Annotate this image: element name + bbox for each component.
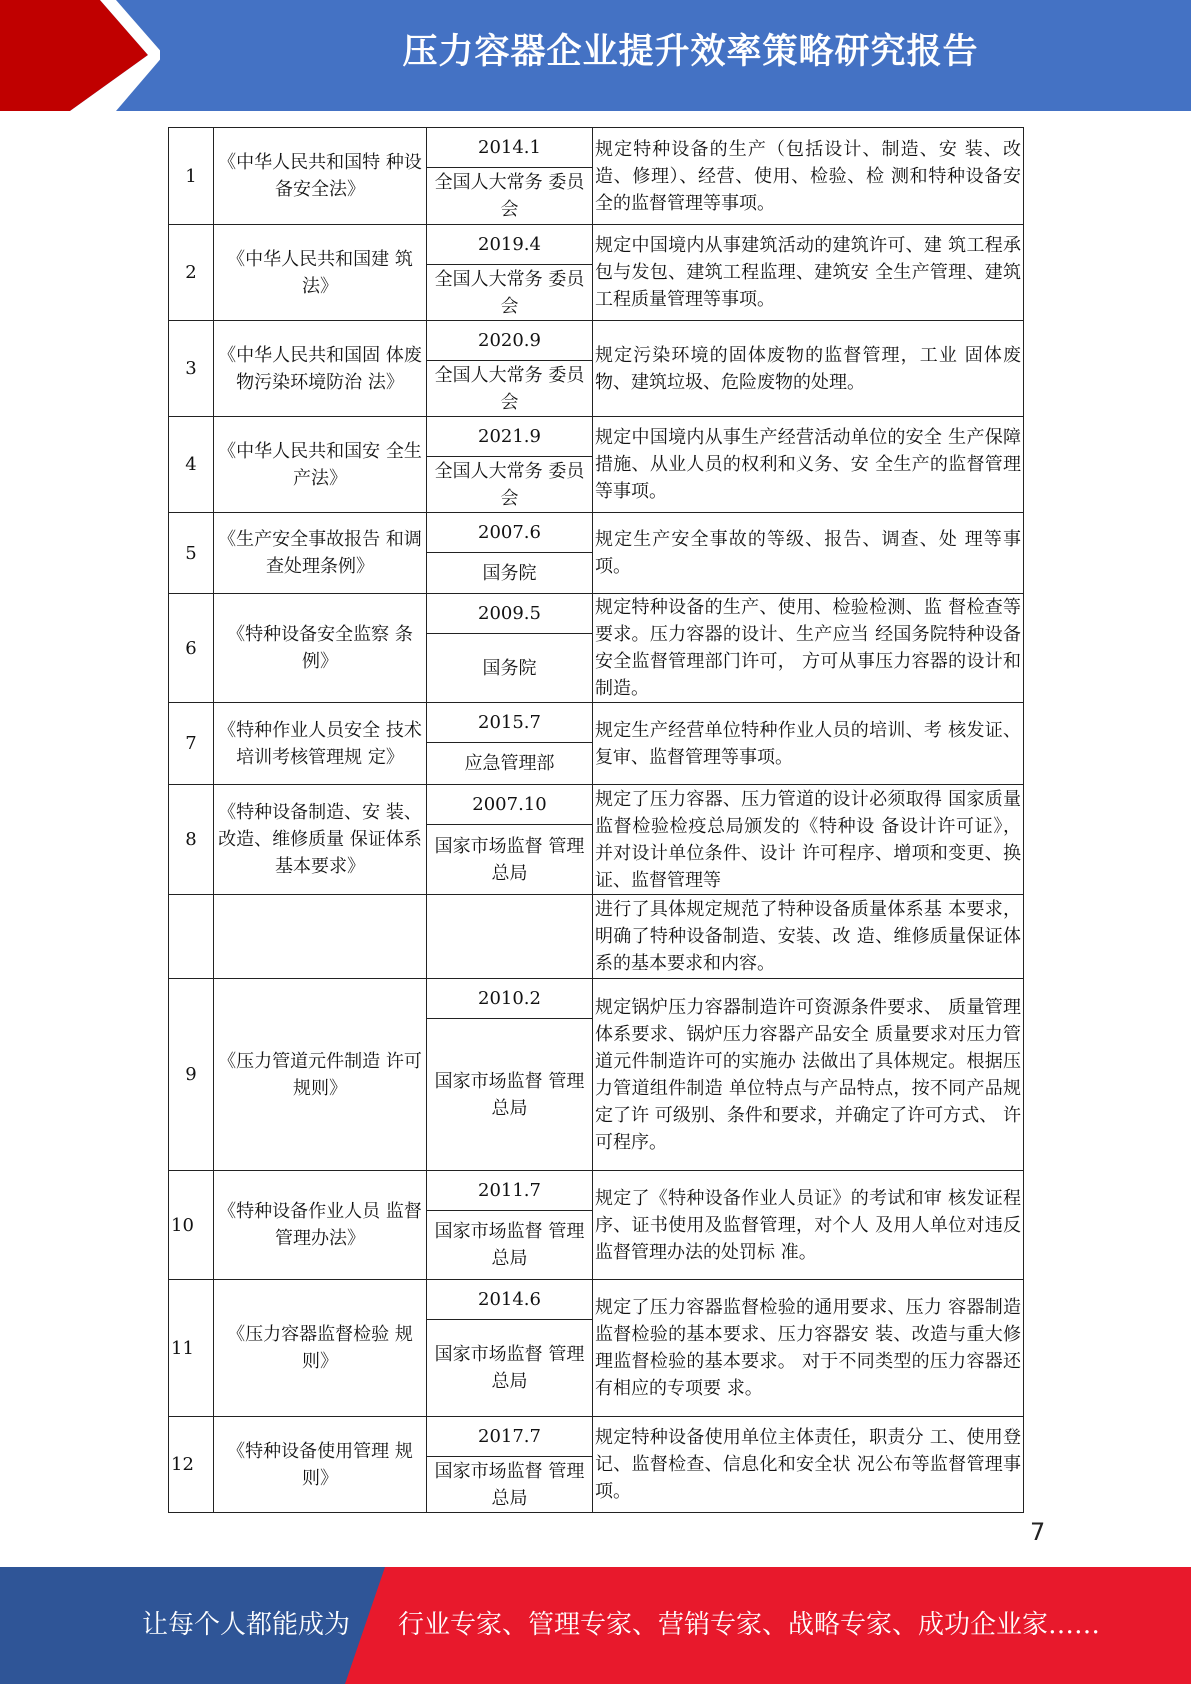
regulation-name xyxy=(214,895,427,979)
row-number: 5 xyxy=(169,513,214,594)
regulation-name: 《生产安全事故报告 和调查处理条例》 xyxy=(214,513,427,594)
table-row xyxy=(169,785,1024,825)
regulation-name: 《中华人民共和国固 体废物污染环境防治 法》 xyxy=(214,321,427,417)
table-row xyxy=(169,1171,1024,1211)
issuing-authority: 全国人大常务 委员会 xyxy=(427,265,593,321)
issuing-authority: 国务院 xyxy=(427,553,593,594)
row-number: 1 xyxy=(169,128,214,225)
table-row xyxy=(169,225,1024,265)
table-row xyxy=(169,417,1024,457)
footer-slogan-right: 行业专家、管理专家、营销专家、战略专家、成功企业家…… xyxy=(398,1610,1101,1640)
regulation-name: 《特种作业人员安全 技术培训考核管理规 定》 xyxy=(214,703,427,785)
issuing-authority: 国家市场监督 管理总局 xyxy=(427,1211,593,1280)
issuing-authority: 国家市场监督 管理总局 xyxy=(427,825,593,895)
table-row xyxy=(169,895,1024,979)
issue-date: 2014.6 xyxy=(427,1280,593,1320)
issuing-authority: 国家市场监督 管理总局 xyxy=(427,1320,593,1417)
footer-banner xyxy=(0,1567,1191,1684)
table-row xyxy=(169,703,1024,743)
regulation-description: 规定生产经营单位特种作业人员的培训、考 核发证、复审、监督管理等事项。 xyxy=(593,703,1024,785)
table-row xyxy=(169,1280,1024,1320)
issuing-authority: 国家市场监督 管理总局 xyxy=(427,1019,593,1171)
row-number: 2 xyxy=(169,225,214,321)
regulation-name: 《中华人民共和国特 种设备安全法》 xyxy=(214,128,427,225)
issue-date xyxy=(427,895,593,979)
issue-date: 2010.2 xyxy=(427,979,593,1019)
table-row xyxy=(169,594,1024,634)
table-row xyxy=(169,513,1024,553)
issue-date: 2009.5 xyxy=(427,594,593,634)
row-number: 10 xyxy=(169,1171,214,1280)
table-row xyxy=(169,979,1024,1019)
row-number: 6 xyxy=(169,594,214,703)
issue-date: 2021.9 xyxy=(427,417,593,457)
regulation-name: 《特种设备安全监察 条例》 xyxy=(214,594,427,703)
regulation-name: 《特种设备作业人员 监督管理办法》 xyxy=(214,1171,427,1280)
row-number: 11 xyxy=(169,1280,214,1417)
regulation-name: 《特种设备使用管理 规则》 xyxy=(214,1417,427,1513)
regulation-name: 《特种设备制造、安 装、改造、维修质量 保证体系基本要求》 xyxy=(214,785,427,895)
regulation-description: 规定特种设备的生产（包括设计、制造、安 装、改造、修理）、经营、使用、检验、检 测和特种设备安全的监督管理等事项。 xyxy=(593,128,1024,225)
issuing-authority: 应急管理部 xyxy=(427,743,593,785)
issuing-authority: 全国人大常务 委员会 xyxy=(427,361,593,417)
issue-date: 2019.4 xyxy=(427,225,593,265)
regulation-name: 《中华人民共和国安 全生产法》 xyxy=(214,417,427,513)
issuing-authority: 国家市场监督 管理总局 xyxy=(427,1457,593,1513)
regulation-name: 《中华人民共和国建 筑法》 xyxy=(214,225,427,321)
regulation-name: 《压力容器监督检验 规则》 xyxy=(214,1280,427,1417)
issue-date: 2011.7 xyxy=(427,1171,593,1211)
header-banner xyxy=(0,0,1191,111)
row-number: 4 xyxy=(169,417,214,513)
issue-date: 2014.1 xyxy=(427,128,593,168)
report-title: 压力容器企业提升效率策略研究报告 xyxy=(402,32,979,72)
row-number: 9 xyxy=(169,979,214,1171)
regulation-description: 规定生产安全事故的等级、报告、调查、处 理等事项。 xyxy=(593,513,1024,594)
issue-date: 2007.6 xyxy=(427,513,593,553)
regulation-description: 进行了具体规定规范了特种设备质量体系基 本要求，明确了特种设备制造、安装、改 造、维修质量保证体系的基本要求和内容。 xyxy=(593,895,1024,979)
regulation-description: 规定中国境内从事生产经营活动单位的安全 生产保障措施、从业人员的权利和义务、安 全生产的监督管理等事项。 xyxy=(593,417,1024,513)
regulation-description: 规定了压力容器监督检验的通用要求、压力 容器制造监督检验的基本要求、压力容器安 装、改造与重大修理监督检验的基本要求。 对于不同类型的压力容器还有相应的专项要 求。 xyxy=(593,1280,1024,1417)
table-row xyxy=(169,1417,1024,1457)
regulations-table xyxy=(168,127,1024,1513)
table-row xyxy=(169,128,1024,168)
regulation-description: 规定了压力容器、压力管道的设计必须取得 国家质量监督检验检疫总局颁发的《特种设 备设计许可证》，并对设计单位条件、设计 许可程序、增项和变更、换证、监督管理等 xyxy=(593,785,1024,895)
row-number: 12 xyxy=(169,1417,214,1513)
table-row xyxy=(169,321,1024,361)
issue-date: 2007.10 xyxy=(427,785,593,825)
issuing-authority: 全国人大常务 委员会 xyxy=(427,457,593,513)
issue-date: 2020.9 xyxy=(427,321,593,361)
footer-slogan-left: 让每个人都能成为 xyxy=(142,1610,351,1640)
regulation-description: 规定污染环境的固体废物的监督管理，工业 固体废物、建筑垃圾、危险废物的处理。 xyxy=(593,321,1024,417)
row-number: 7 xyxy=(169,703,214,785)
issuing-authority: 全国人大常务 委员会 xyxy=(427,168,593,225)
issue-date: 2017.7 xyxy=(427,1417,593,1457)
page-number: 7 xyxy=(1030,1518,1046,1546)
issuing-authority: 国务院 xyxy=(427,634,593,703)
issue-date: 2015.7 xyxy=(427,703,593,743)
row-number: 3 xyxy=(169,321,214,417)
regulation-name: 《压力管道元件制造 许可规则》 xyxy=(214,979,427,1171)
row-number: 8 xyxy=(169,785,214,895)
regulation-description: 规定中国境内从事建筑活动的建筑许可、建 筑工程承包与发包、建筑工程监理、建筑安 全生产管理、建筑工程质量管理等事项。 xyxy=(593,225,1024,321)
chevron-arrow-icon xyxy=(0,0,160,111)
regulation-description: 规定特种设备使用单位主体责任，职责分 工、使用登记、监督检查、信息化和安全状 况公布等监督管理事项。 xyxy=(593,1417,1024,1513)
regulation-description: 规定特种设备的生产、使用、检验检测、监 督检查等要求。压力容器的设计、生产应当 经国务院特种设备安全监督管理部门许可， 方可从事压力容器的设计和制造。 xyxy=(593,594,1024,703)
regulation-description: 规定了《特种设备作业人员证》的考试和审 核发证程序、证书使用及监督管理，对个人 及用人单位对违反监督管理办法的处罚标 准。 xyxy=(593,1171,1024,1280)
row-number xyxy=(169,895,214,979)
regulation-description: 规定锅炉压力容器制造许可资源条件要求、 质量管理体系要求、锅炉压力容器产品安全 质量要求对压力管道元件制造许可的实施办 法做出了具体规定。根据压力管道组件制造 单位特点与产品特点，按不同产品规定了许 可级别、条件和要求，并确定了许可方式、 许可程序。 xyxy=(593,979,1024,1171)
